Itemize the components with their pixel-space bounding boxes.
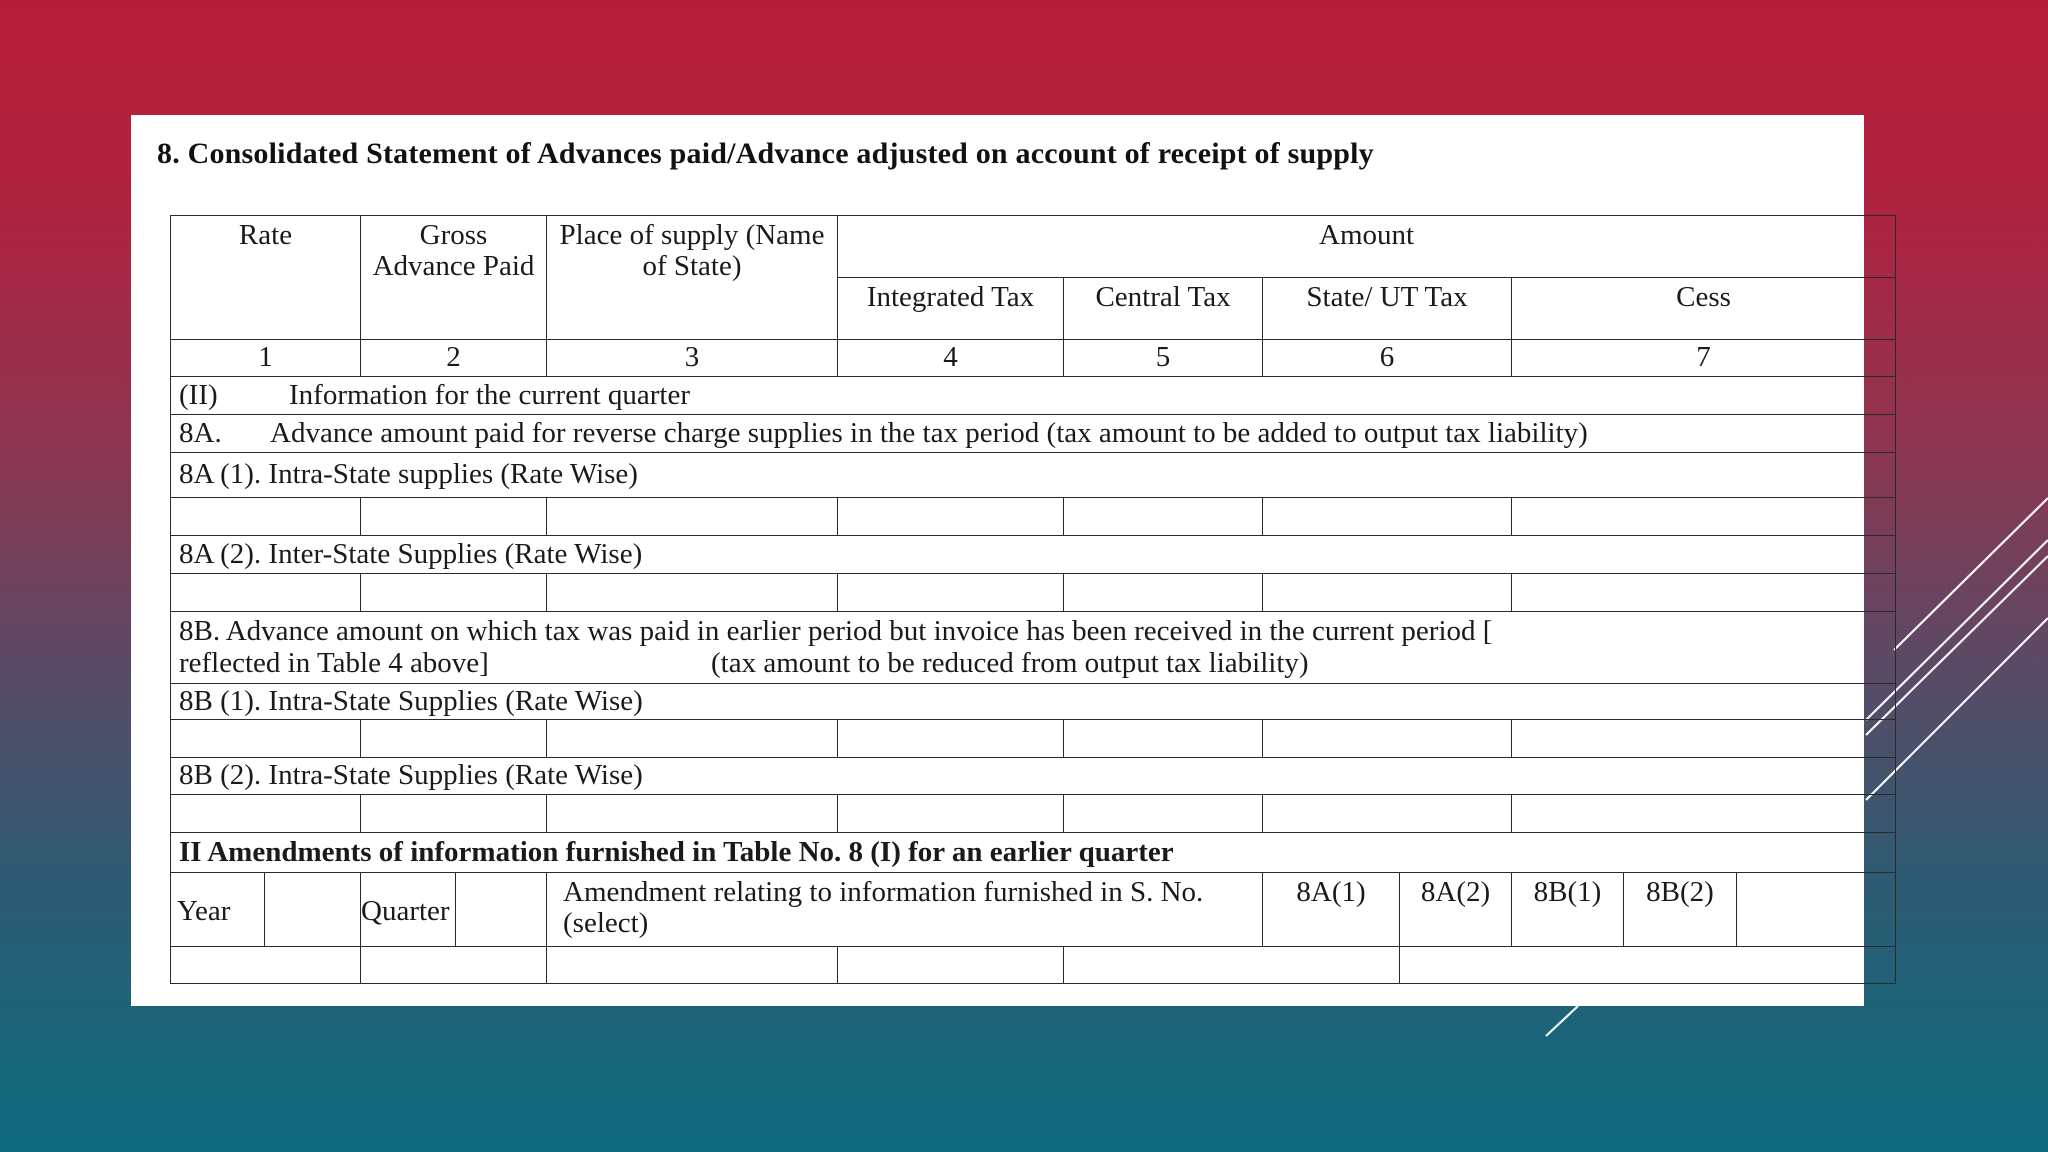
amendment-spacer <box>1737 873 1896 947</box>
entry-cell[interactable] <box>838 795 1064 833</box>
header-amount: Amount <box>838 216 1896 278</box>
current-quarter-heading <box>171 377 1896 415</box>
data-entry-row <box>171 498 1896 536</box>
section-row <box>171 453 1896 498</box>
entry-cell[interactable] <box>361 574 547 612</box>
section-row <box>171 684 1896 720</box>
amendment-col-8b2: 8B(2) <box>1624 873 1737 947</box>
section-row <box>171 833 1896 873</box>
header-gross-advance-paid: Gross Advance Paid <box>361 216 547 340</box>
entry-cell[interactable] <box>171 795 361 833</box>
section-text: Advance amount paid for reverse charge supplies in the tax period (tax amount to be added to output tax liability) <box>270 416 1588 449</box>
entry-cell[interactable] <box>547 947 838 984</box>
section-row <box>171 758 1896 795</box>
entry-cell[interactable] <box>838 498 1064 536</box>
row-8b-line1: 8B. Advance amount on which tax was paid in earlier period but invoice has been received in the current period [ <box>179 615 1493 648</box>
section-label: (II) <box>179 378 218 411</box>
entry-cell[interactable] <box>547 574 838 612</box>
data-entry-row <box>171 795 1896 833</box>
entry-cell[interactable] <box>1512 795 1896 833</box>
header-cess: Cess <box>1512 278 1896 340</box>
section-row <box>171 536 1896 574</box>
section-row <box>171 377 1896 415</box>
header-row <box>171 216 1896 278</box>
column-number: 6 <box>1263 340 1512 377</box>
header-integrated-tax: Integrated Tax <box>838 278 1064 340</box>
data-entry-row <box>171 574 1896 612</box>
entry-cell[interactable] <box>547 498 838 536</box>
entry-cell[interactable] <box>1512 574 1896 612</box>
entry-cell[interactable] <box>547 795 838 833</box>
column-number-row <box>171 340 1896 377</box>
column-number: 1 <box>171 340 361 377</box>
data-entry-row <box>171 720 1896 758</box>
entry-cell[interactable] <box>1263 720 1512 758</box>
document-panel <box>131 115 1864 1006</box>
row-8b2-label: 8B (2). Intra-State Supplies (Rate Wise) <box>171 758 1896 795</box>
section-text: Information for the current quarter <box>289 378 690 411</box>
entry-cell[interactable] <box>838 574 1064 612</box>
entry-cell[interactable] <box>361 498 547 536</box>
entry-cell[interactable] <box>171 947 361 984</box>
entry-cell[interactable] <box>1263 574 1512 612</box>
entry-cell[interactable] <box>1263 795 1512 833</box>
entry-cell[interactable] <box>361 795 547 833</box>
entry-cell[interactable] <box>1064 720 1263 758</box>
entry-cell[interactable] <box>838 720 1064 758</box>
header-place-of-supply: Place of supply (Name of State) <box>547 216 838 340</box>
entry-cell[interactable] <box>361 720 547 758</box>
amendments-header-row <box>171 873 1896 947</box>
entry-cell[interactable] <box>171 574 361 612</box>
row-8b-line2-left: reflected in Table 4 above] <box>179 646 489 679</box>
amendment-year-label: Year <box>171 873 265 947</box>
amendment-col-8b1: 8B(1) <box>1512 873 1624 947</box>
section-row <box>171 415 1896 453</box>
entry-cell[interactable] <box>547 720 838 758</box>
amendment-quarter-value[interactable] <box>456 873 547 947</box>
entry-cell[interactable] <box>1512 498 1896 536</box>
row-8a1-label: 8A (1). Intra-State supplies (Rate Wise) <box>171 453 1896 498</box>
amendments-heading: II Amendments of information furnished in Table No. 8 (I) for an earlier quarter <box>171 833 1896 873</box>
header-rate: Rate <box>171 216 361 340</box>
column-number: 5 <box>1064 340 1263 377</box>
row-8b-line2-right: (tax amount to be reduced from output tax liability) <box>711 646 1309 679</box>
entry-cell[interactable] <box>1064 947 1400 984</box>
row-8b <box>171 612 1896 684</box>
row-8b-line2 <box>179 648 1887 679</box>
entry-cell[interactable] <box>1064 498 1263 536</box>
column-number: 4 <box>838 340 1064 377</box>
column-number: 2 <box>361 340 547 377</box>
entry-cell[interactable] <box>1400 947 1896 984</box>
amendment-quarter-label: Quarter <box>361 873 456 947</box>
entry-cell[interactable] <box>171 498 361 536</box>
entry-cell[interactable] <box>171 720 361 758</box>
row-8a2-label: 8A (2). Inter-State Supplies (Rate Wise) <box>171 536 1896 574</box>
amendment-relating-text: Amendment relating to information furnished in S. No.(select) <box>547 873 1263 947</box>
entry-cell[interactable] <box>1512 720 1896 758</box>
column-number: 7 <box>1512 340 1896 377</box>
column-number: 3 <box>547 340 838 377</box>
advances-table <box>170 215 1896 984</box>
entry-cell[interactable] <box>838 947 1064 984</box>
row-8b1-label: 8B (1). Intra-State Supplies (Rate Wise) <box>171 684 1896 720</box>
entry-cell[interactable] <box>1064 574 1263 612</box>
header-central-tax: Central Tax <box>1064 278 1263 340</box>
amendments-entry-row <box>171 947 1896 984</box>
entry-cell[interactable] <box>1064 795 1263 833</box>
row-8a <box>171 415 1896 453</box>
entry-cell[interactable] <box>1263 498 1512 536</box>
section-label: 8A. <box>179 416 222 449</box>
entry-cell[interactable] <box>361 947 547 984</box>
amendment-year-value[interactable] <box>265 873 361 947</box>
section-row <box>171 612 1896 684</box>
header-state-ut-tax: State/ UT Tax <box>1263 278 1512 340</box>
amendment-col-8a2: 8A(2) <box>1400 873 1512 947</box>
amendment-col-8a1: 8A(1) <box>1263 873 1400 947</box>
document-title: 8. Consolidated Statement of Advances paid/Advance adjusted on account of receipt of supply <box>157 137 1374 170</box>
